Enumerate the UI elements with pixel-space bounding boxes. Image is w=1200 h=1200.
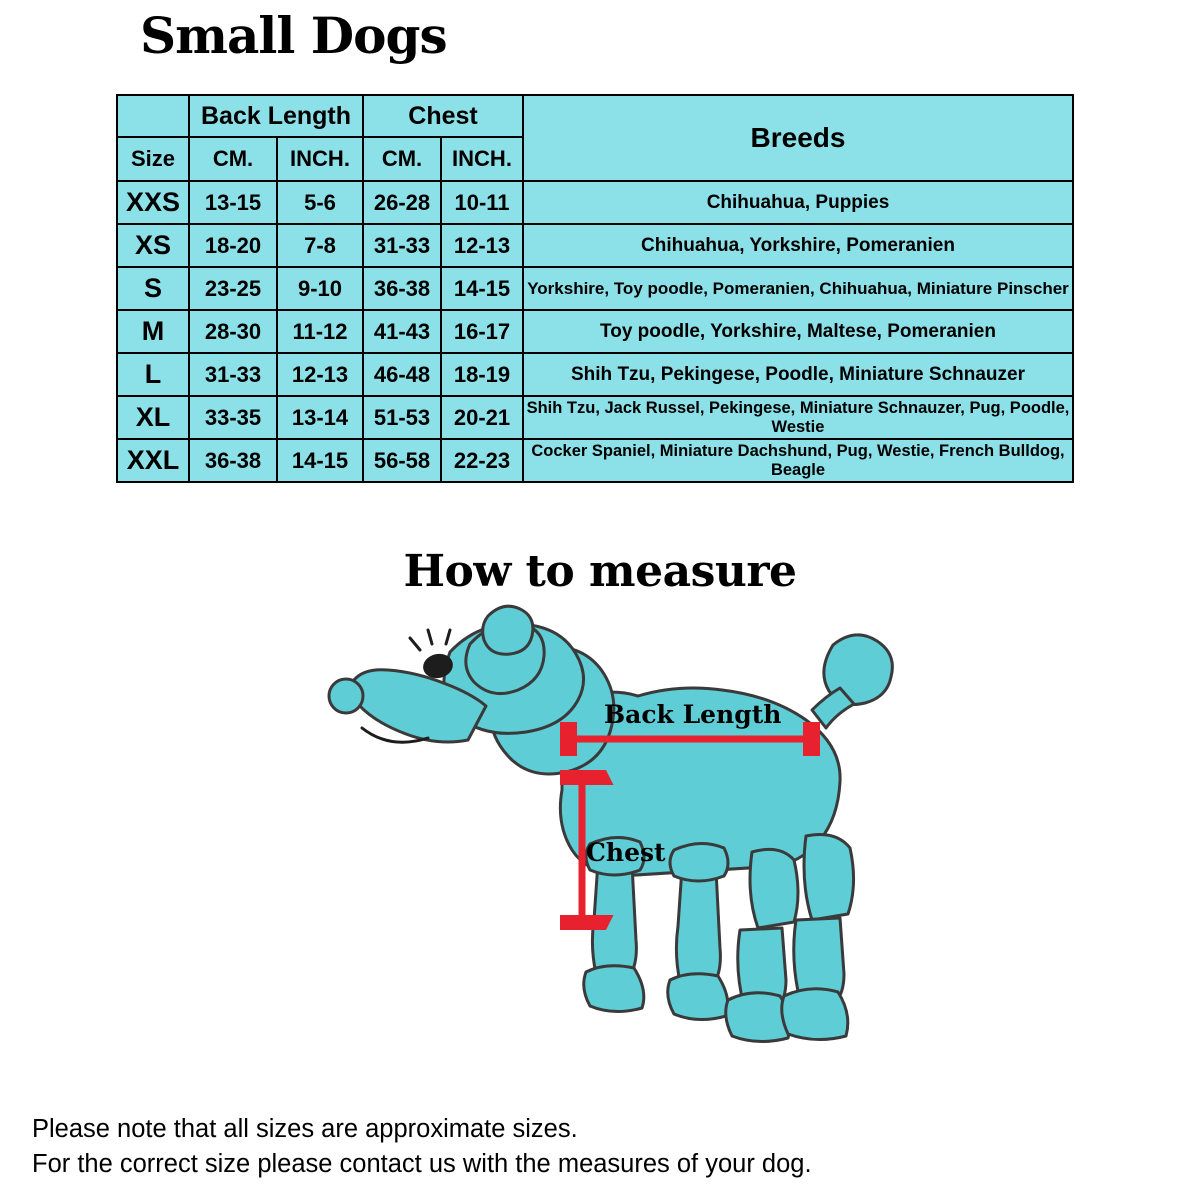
cell-back-inch: 14-15 <box>277 439 363 482</box>
header-back-inch: INCH. <box>277 137 363 181</box>
cell-back-cm: 23-25 <box>189 267 277 310</box>
cell-back-cm: 31-33 <box>189 353 277 396</box>
size-chart-table <box>116 94 1074 483</box>
footer-line-2: For the correct size please contact us with the measures of your dog. <box>32 1150 812 1178</box>
cell-breeds: Toy poodle, Yorkshire, Maltese, Pomeranien <box>523 310 1073 353</box>
cell-size: XXS <box>117 181 189 224</box>
cell-size: XS <box>117 224 189 267</box>
cell-chest-inch: 14-15 <box>441 267 523 310</box>
table-row <box>117 224 1073 267</box>
cell-size: S <box>117 267 189 310</box>
cell-breeds: Cocker Spaniel, Miniature Dachshund, Pug, Westie, French Bulldog, Beagle <box>523 439 1073 482</box>
cell-breeds: Chihuahua, Puppies <box>523 181 1073 224</box>
cell-size: XXL <box>117 439 189 482</box>
cell-back-cm: 33-35 <box>189 396 277 439</box>
cell-size: XL <box>117 396 189 439</box>
table-row <box>117 310 1073 353</box>
cell-back-inch: 5-6 <box>277 181 363 224</box>
header-chest-cm: CM. <box>363 137 441 181</box>
cell-back-cm: 36-38 <box>189 439 277 482</box>
cell-chest-cm: 31-33 <box>363 224 441 267</box>
footer-line-1: Please note that all sizes are approximate sizes. <box>32 1115 578 1143</box>
cell-back-cm: 28-30 <box>189 310 277 353</box>
cell-chest-cm: 51-53 <box>363 396 441 439</box>
footer-note <box>32 1112 1182 1182</box>
header-breeds: Breeds <box>523 95 1073 181</box>
chest-label: Chest <box>586 838 666 867</box>
table-row <box>117 181 1073 224</box>
cell-chest-cm: 46-48 <box>363 353 441 396</box>
cell-chest-inch: 16-17 <box>441 310 523 353</box>
header-chest: Chest <box>363 95 523 137</box>
cell-chest-cm: 36-38 <box>363 267 441 310</box>
cell-chest-inch: 18-19 <box>441 353 523 396</box>
header-back-length: Back Length <box>189 95 363 137</box>
header-chest-inch: INCH. <box>441 137 523 181</box>
cell-back-inch: 13-14 <box>277 396 363 439</box>
cell-breeds: Yorkshire, Toy poodle, Pomeranien, Chihuahua, Miniature Pinscher <box>523 267 1073 310</box>
table-row <box>117 396 1073 439</box>
cell-chest-inch: 12-13 <box>441 224 523 267</box>
cell-back-inch: 7-8 <box>277 224 363 267</box>
cell-back-inch: 12-13 <box>277 353 363 396</box>
cell-back-cm: 18-20 <box>189 224 277 267</box>
cell-size: L <box>117 353 189 396</box>
cell-breeds: Shih Tzu, Jack Russel, Pekingese, Miniature Schnauzer, Pug, Poodle, Westie <box>523 396 1073 439</box>
header-back-cm: CM. <box>189 137 277 181</box>
cell-back-cm: 13-15 <box>189 181 277 224</box>
cell-back-inch: 9-10 <box>277 267 363 310</box>
cell-chest-inch: 20-21 <box>441 396 523 439</box>
cell-breeds: Shih Tzu, Pekingese, Poodle, Miniature Schnauzer <box>523 353 1073 396</box>
page-title: Small Dogs <box>140 6 447 65</box>
header-corner-blank <box>117 95 189 137</box>
table-row <box>117 267 1073 310</box>
size-chart-table-container <box>116 94 1072 483</box>
table-row <box>117 439 1073 482</box>
how-to-measure-heading: How to measure <box>403 546 797 597</box>
cell-breeds: Chihuahua, Yorkshire, Pomeranien <box>523 224 1073 267</box>
table-header-group-row <box>117 95 1073 137</box>
cell-back-inch: 11-12 <box>277 310 363 353</box>
table-row <box>117 353 1073 396</box>
header-size: Size <box>117 137 189 181</box>
cell-chest-inch: 22-23 <box>441 439 523 482</box>
cell-chest-cm: 56-58 <box>363 439 441 482</box>
cell-chest-cm: 26-28 <box>363 181 441 224</box>
cell-size: M <box>117 310 189 353</box>
cell-chest-inch: 10-11 <box>441 181 523 224</box>
back-length-label: Back Length <box>604 700 782 729</box>
cell-chest-cm: 41-43 <box>363 310 441 353</box>
